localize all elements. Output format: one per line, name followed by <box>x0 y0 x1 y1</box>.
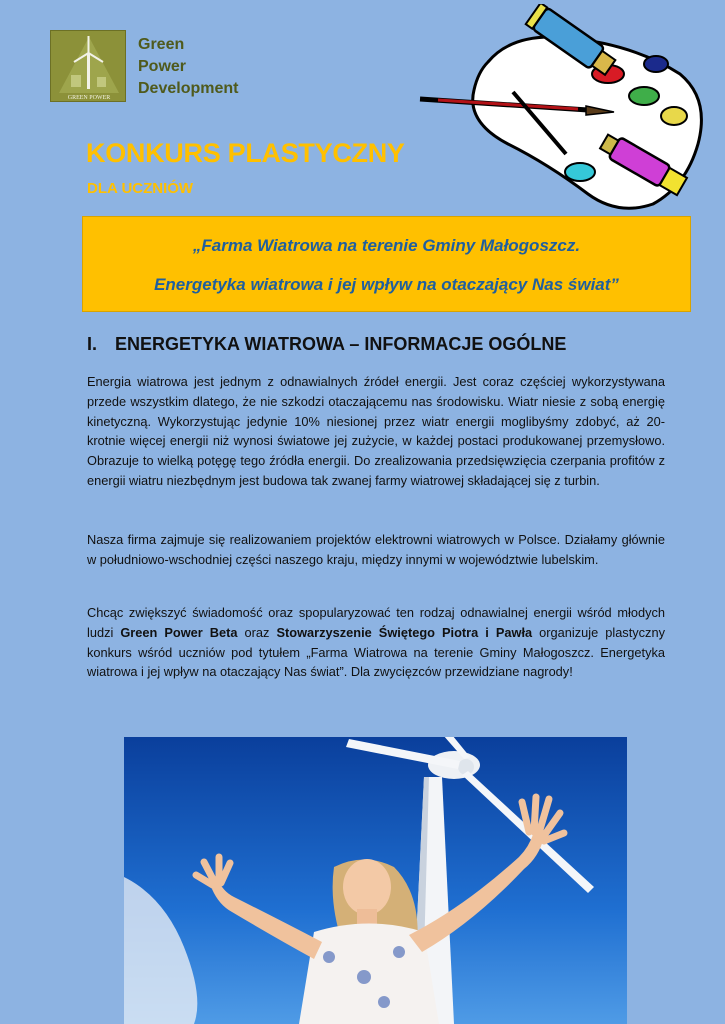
contest-subtitle: DLA UCZNIÓW <box>87 180 194 197</box>
section-number: I. <box>87 334 98 354</box>
girl-with-wind-turbine-photo <box>124 737 627 1024</box>
banner-line-1: „Farma Wiatrowa na terenie Gminy Małogoszcz. <box>192 236 581 255</box>
banner-line-2: Energetyka wiatrowa i jej wpływ na otaczający Nas świat” <box>154 275 619 294</box>
paragraph-3-before: Chcąc zwiększyć świadomość oraz spopularyzować ten rodzaj odnawialnej energii wśród młodych ludzi <box>87 605 665 640</box>
logo-company-name <box>138 34 238 100</box>
logo-name-line-2: Power <box>138 58 187 75</box>
paragraph-2: Nasza firma zajmuje się realizowaniem projektów elektrowni wiatrowych w Polsce. Działamy głównie w południowo-wschodniej części naszego kraju, między innymi w województwie lubelskim. <box>87 532 665 567</box>
svg-text:GREEN POWER: GREEN POWER <box>67 95 111 101</box>
contest-theme-banner <box>82 216 691 312</box>
contest-title: KONKURS PLASTYCZNY <box>86 138 405 168</box>
paragraph-3-mid: oraz <box>237 624 277 640</box>
paragraph-3-after: organizuje plastyczny konkurs wśród uczniów pod tytułem „Farma Wiatrowa na terenie Gminy Małogoszcz. Energetyka wiatrowa i jej wpływ na otaczający Nas świat”. Dla zwycięzców przewidziane nagrody! <box>87 624 665 680</box>
logo-name-line-3: Development <box>138 80 239 97</box>
section-heading-text: ENERGETYKA WIATROWA – INFORMACJE OGÓLNE <box>115 334 567 354</box>
wind-turbine-logo-icon <box>51 31 126 102</box>
company-logo <box>50 30 126 102</box>
organizer-1: Green Power Beta <box>120 624 238 640</box>
paint-palette-icon <box>418 4 710 214</box>
section-heading <box>87 334 566 355</box>
paragraph-3 <box>87 603 665 682</box>
logo-name-line-1: Green <box>138 36 185 53</box>
organizer-2: Stowarzyszenie Świętego Piotra i Pawła <box>276 624 533 640</box>
paragraph-1: Energia wiatrowa jest jednym z odnawialnych źródeł energii. Jest coraz częściej wykorzystywana przede wszystkim dlatego, że nie szkodzi otaczającemu nas środowisku. Wiatr niesie z sobą energię kinetyczną. Wykorzystując jedynie 10% niesionej przez wiatr energii moglibyśmy zdobyć, aż 20-krotnie więcej energii niż wynosi światowe jej zużycie, w każdej postaci produkowanej przemysłowo. Obrazuje to wielką potęgę tego źródła energii. Do zrealizowania przedsięwzięcia czerpania profitów z energii wiatru niezbędnym jest budowa tak zwanej farmy wiatrowej składającej się z turbin. <box>87 374 665 488</box>
